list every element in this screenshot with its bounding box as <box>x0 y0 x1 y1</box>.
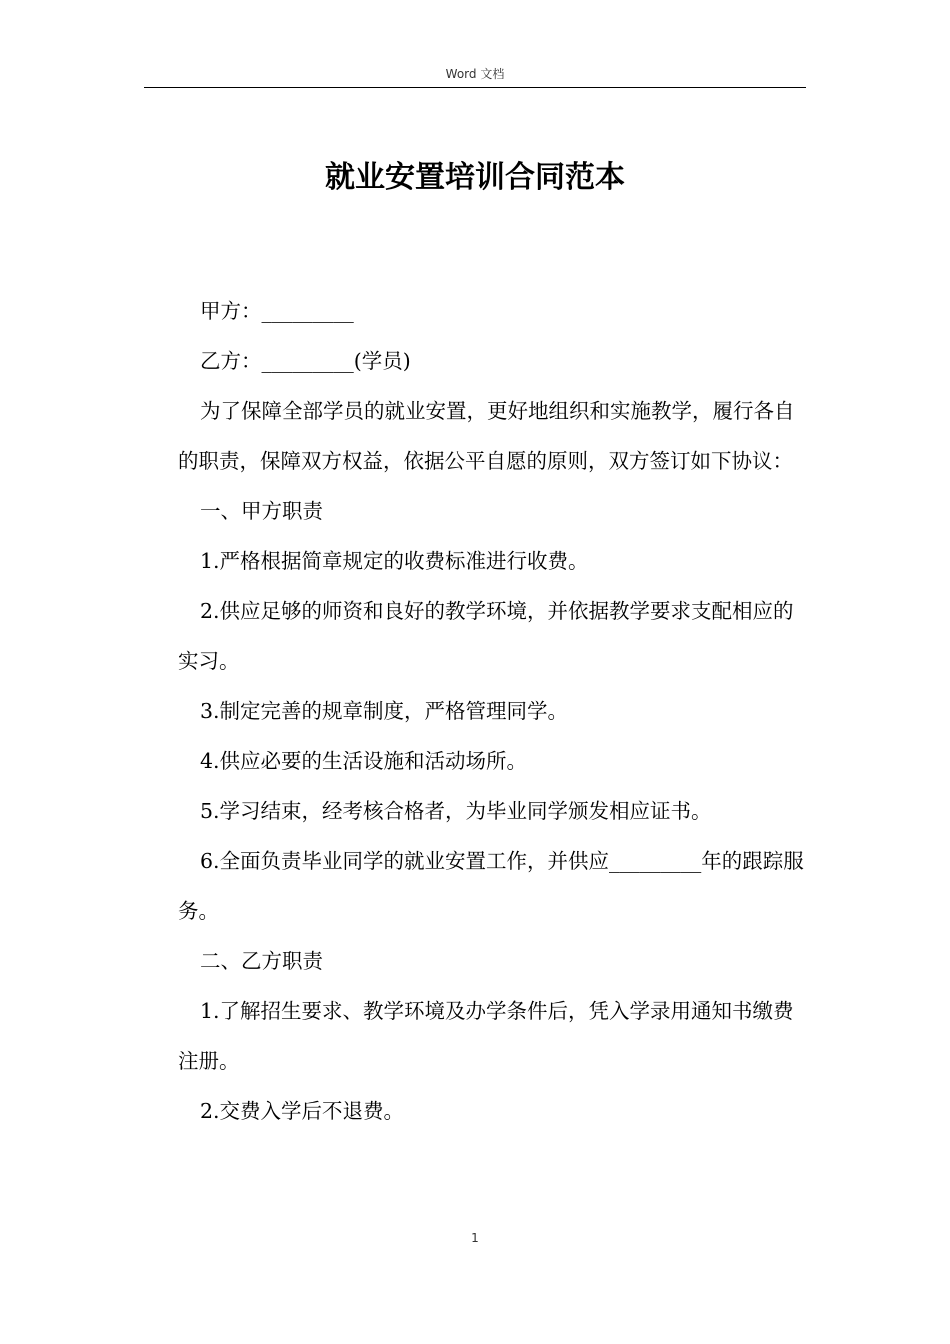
party-a-line: 甲方：_________ <box>200 299 354 323</box>
clause-a-2: 2.供应足够的师资和良好的教学环境，并依据教学要求支配相应的实习。 <box>178 599 794 673</box>
party-b-line: 乙方：_________(学员) <box>200 349 411 373</box>
section-heading-party-b: 二、乙方职责 <box>200 949 323 973</box>
header-divider <box>144 87 806 88</box>
clause-a-6: 6.全面负责毕业同学的就业安置工作，并供应_________年的跟踪服务。 <box>178 849 804 923</box>
clause-a-5: 5.学习结束，经考核合格者，为毕业同学颁发相应证书。 <box>200 799 712 823</box>
clause-a-3: 3.制定完善的规章制度，严格管理同学。 <box>200 699 569 723</box>
clause-b-2: 2.交费入学后不退费。 <box>200 1099 405 1123</box>
clause-a-1: 1.严格根据简章规定的收费标准进行收费。 <box>200 549 589 573</box>
page-header: Word 文档 <box>445 67 505 81</box>
clause-a-4: 4.供应必要的生活设施和活动场所。 <box>200 749 528 773</box>
clause-b-1: 1.了解招生要求、教学环境及办学条件后，凭入学录用通知书缴费注册。 <box>178 999 794 1073</box>
document-title: 就业安置培训合同范本 <box>325 160 625 195</box>
document-body <box>178 286 810 1136</box>
section-heading-party-a: 一、甲方职责 <box>200 499 323 523</box>
page-number: 1 <box>471 1231 479 1245</box>
preamble-paragraph: 为了保障全部学员的就业安置，更好地组织和实施教学，履行各自的职责，保障双方权益，依据公平自愿的原则，双方签订如下协议： <box>178 399 795 473</box>
